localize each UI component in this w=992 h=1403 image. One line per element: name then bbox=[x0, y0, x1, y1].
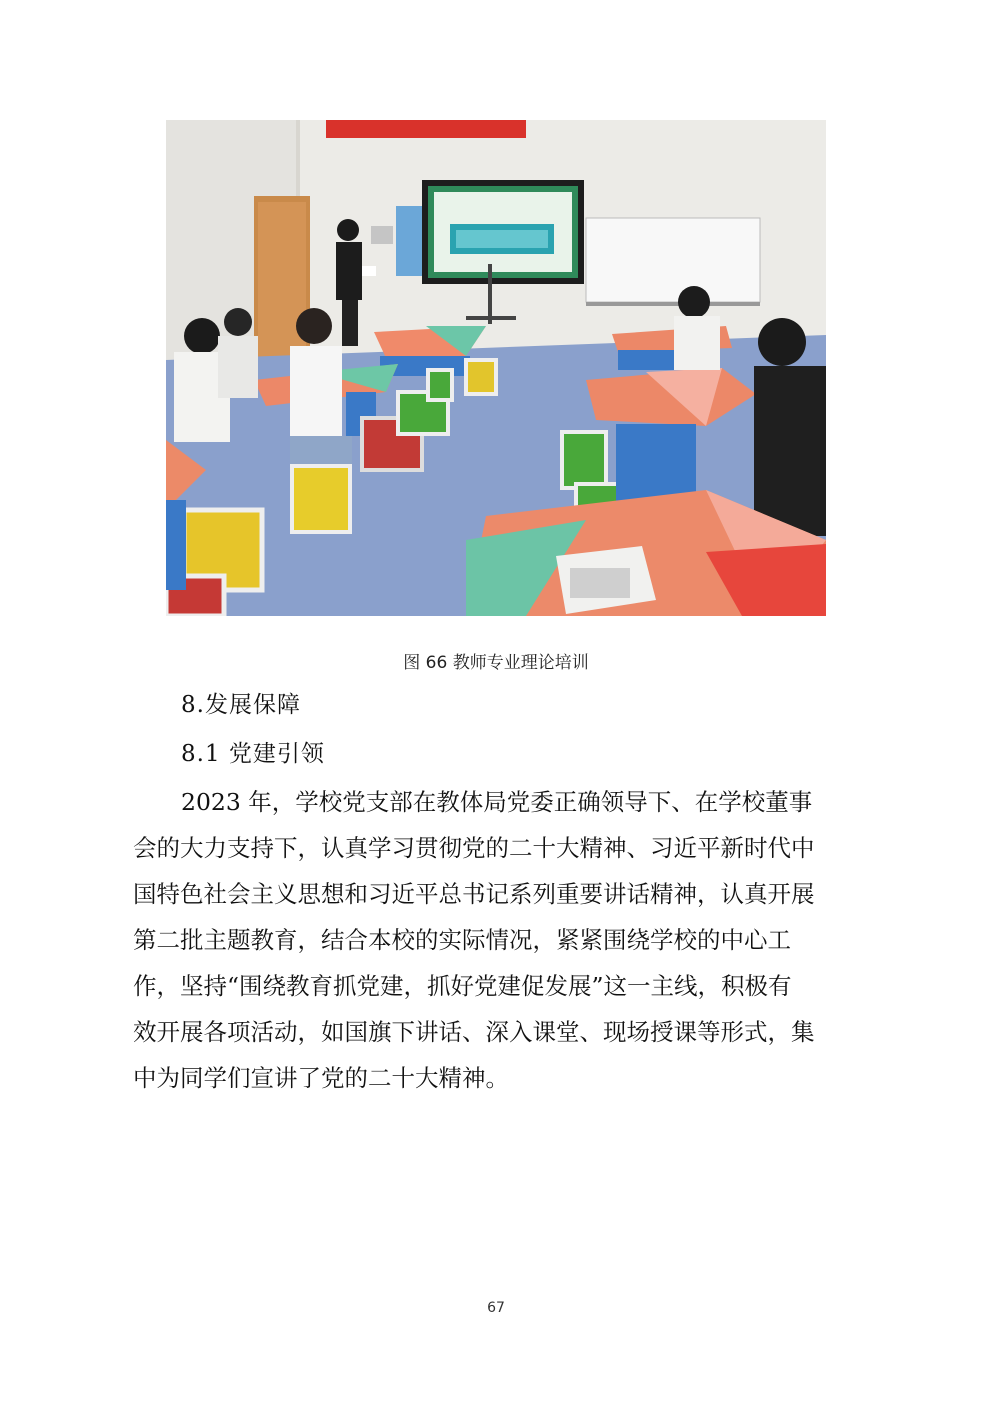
page-number: 67 bbox=[487, 1300, 505, 1316]
paragraph-line: 会的大力支持下，认真学习贯彻党的二十大精神、习近平新时代中 bbox=[133, 834, 815, 862]
body-paragraph bbox=[133, 779, 863, 1101]
section-heading: 8.发展保障 bbox=[181, 692, 301, 718]
paragraph-line: 中为同学们宣讲了党的二十大精神。 bbox=[133, 1064, 509, 1092]
paragraph-line: 第二批主题教育，结合本校的实际情况，紧紧围绕学校的中心工 bbox=[133, 926, 791, 954]
paragraph-line: 2023 年，学校党支部在教体局党委正确领导下、在学校董事 bbox=[181, 788, 813, 816]
paragraph-line: 国特色社会主义思想和习近平总书记系列重要讲话精神，认真开展 bbox=[133, 880, 815, 908]
subsection-heading: 8.1 党建引领 bbox=[181, 741, 325, 767]
training-photo bbox=[166, 120, 826, 616]
paragraph-line: 效开展各项活动，如国旗下讲话、深入课堂、现场授课等形式，集 bbox=[133, 1018, 815, 1046]
figure-caption: 图 66 教师专业理论培训 bbox=[403, 653, 589, 673]
paragraph-line: 作，坚持“围绕教育抓党建，抓好党建促发展”这一主线，积极有 bbox=[133, 972, 792, 1000]
